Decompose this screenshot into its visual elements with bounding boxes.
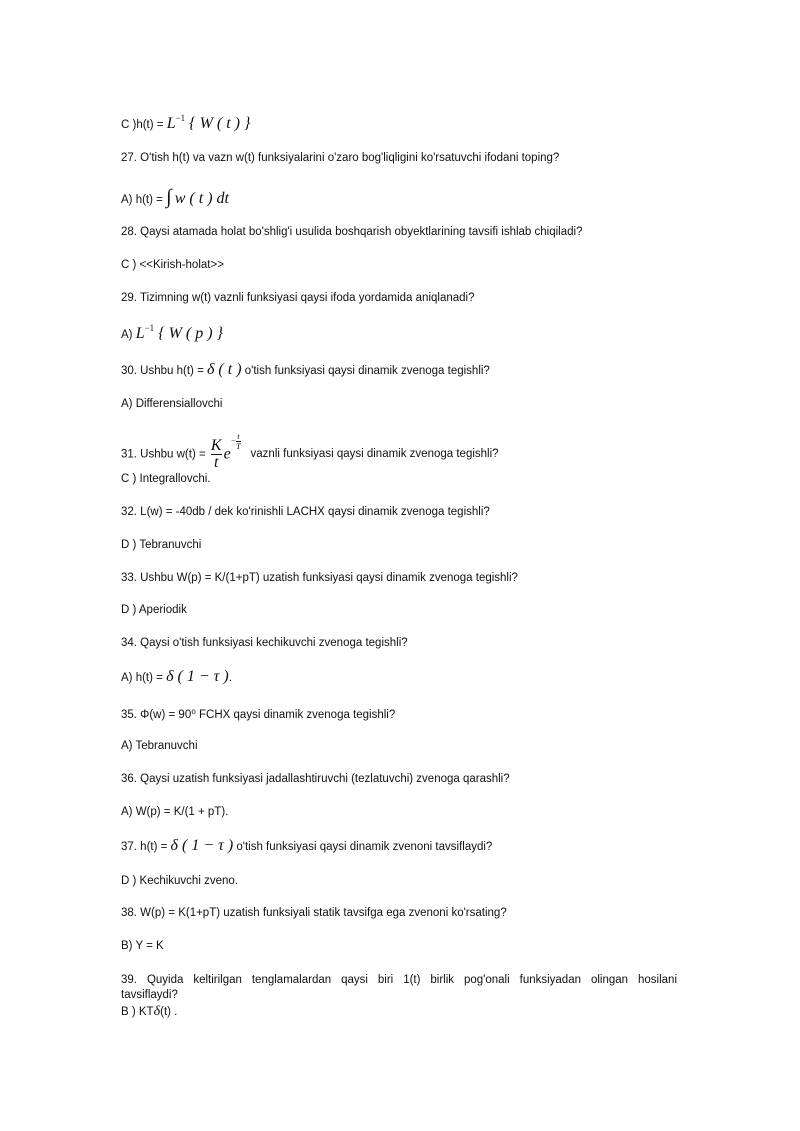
question-39-line-1: 39. Quyida keltirilgan tenglamalardan qaysi biri 1(t) birlik pog'onali funksiyadan olingan hosilani [121,974,677,986]
answer-text: . [228,672,232,684]
question-text: 30. Ushbu h(t) = [121,365,207,377]
exponent: − $\frac{t}{T}$ [230,432,241,451]
answer-37: D ) Kechikuvchi zveno. [121,875,238,887]
question-37 [121,837,492,855]
question-text: 37. h(t) = [121,841,171,853]
question-39-line-2: tavsiflaydi? [121,989,178,1001]
answer-text: (t) . [160,1006,178,1018]
answer-text: C )h(t) = [121,119,167,131]
answer-31: C ) Integrallovchi. [121,473,211,485]
question-29: 29. Tizimning w(t) vaznli funksiyasi qaysi ifoda yordamida aniqlanadi? [121,292,475,304]
answer-34 [121,668,232,686]
question-33: 33. Ushbu W(p) = K/(1+pT) uzatish funksiyasi qaysi dinamik zvenoga tegishli? [121,572,518,584]
delta-symbol: δ [153,1004,161,1019]
answer-30: A) Differensiallovchi [121,398,223,410]
answer-text: A) h(t) = [121,194,167,206]
question-35: 35. Φ(w) = 90⁰ FCHX qaysi dinamik zvenoga tegishli? [121,709,396,721]
answer-26 [121,113,250,133]
math-expression: $L^{-1}$ { W ( t ) } [166,113,251,132]
question-text: 31. Ushbu w(t) = [121,448,209,461]
question-32: 32. L(w) = -40db / dek ko'rinishli LACHX qaysi dinamik zvenoga tegishli? [121,506,490,518]
question-28: 28. Qaysi atamada holat bo'shlig'i usulida boshqarish obyektlarining tavsifi ishlab chiqiladi? [121,226,583,238]
answer-39 [121,1004,177,1020]
answer-text: B ) KT [121,1006,154,1018]
math-expression: δ ( t ) [206,361,242,378]
question-text: o'tish funksiyasi qaysi dinamik zvenoga tegishli? [241,365,490,377]
answer-36: A) W(p) = K/(1 + pT). [121,806,229,818]
answer-33: D ) Aperiodik [121,604,187,616]
question-text: vaznli funksiyasi qaysi dinamik zvenoga tegishli? [250,448,499,461]
math-expression: $L^{-1}$ { W ( p ) } [135,323,223,342]
question-text: o'tish funksiyasi qaysi dinamik zvenoni tavsiflaydi? [233,841,493,853]
question-34: 34. Qaysi o'tish funksiyasi kechikuvchi zvenoga tegishli? [121,637,408,649]
answer-27 [121,186,229,209]
answer-text: A) h(t) = [121,672,167,684]
math-expression: δ ( 1 − τ ) [170,837,234,854]
answer-38: B) Y = K [121,940,164,952]
exp-base: e [223,445,231,463]
answer-29 [121,323,223,343]
answer-text: A) [121,329,136,341]
fraction: $\frac{K}{t}$ [210,436,222,471]
question-30 [121,361,490,379]
math-expression: w ( t ) dt [174,190,229,207]
answer-28: C ) <<Kirish-holat>> [121,259,224,271]
question-27: 27. O'tish h(t) va vazn w(t) funksiyalarini o'zaro bog'liqligini ko'rsatuvchi ifodani toping? [121,152,560,164]
question-38: 38. W(p) = K(1+pT) uzatish funksiyali statik tavsifga ega zvenoni ko'rsating? [121,907,507,919]
answer-32: D ) Tebranuvchi [121,539,202,551]
math-expression: δ ( 1 − τ ) [166,668,229,685]
answer-35: A) Tebranuvchi [121,740,198,752]
integral-sign: ∫ [166,186,172,208]
question-31 [121,432,499,471]
question-36: 36. Qaysi uzatish funksiyasi jadallashtiruvchi (tezlatuvchi) zvenoga qarashli? [121,773,510,785]
